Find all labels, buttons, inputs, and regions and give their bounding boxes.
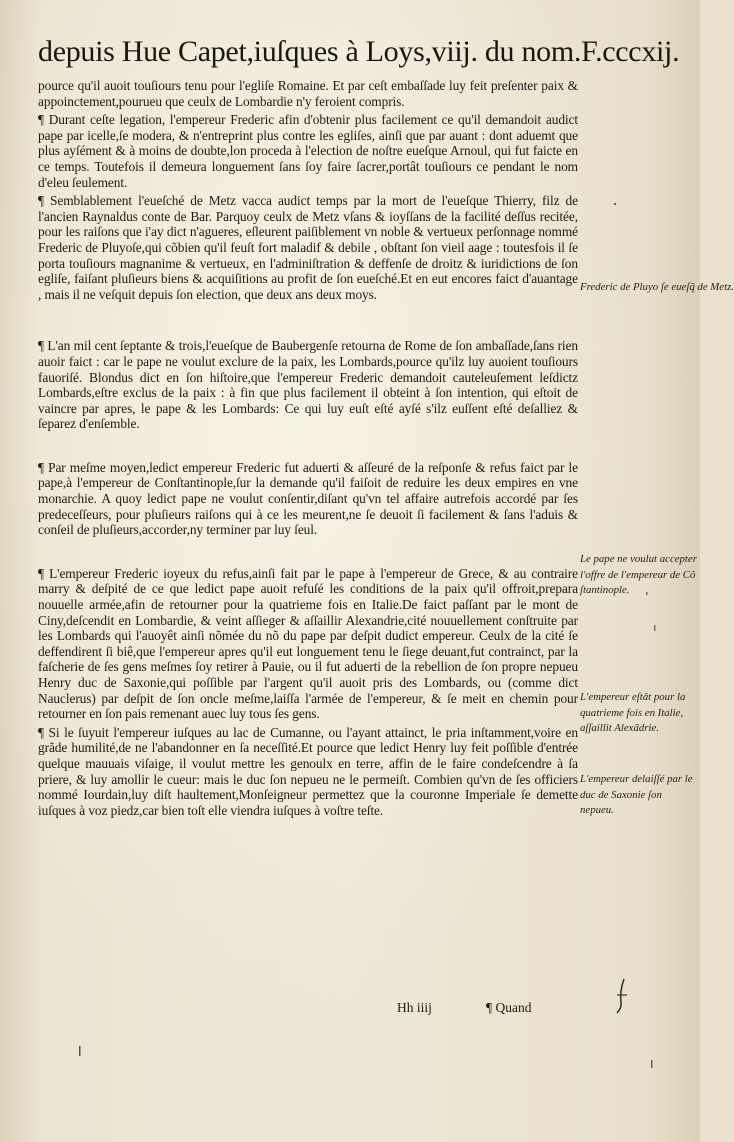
margin-note-1: Frederic de Pluyo ſe eueſq̃ de Metz. <box>580 281 734 293</box>
paragraph-2: ¶ Durant ceſte legation, l'empereur Frederic afin d'obtenir plus facilement ce qu'il demandoit audict pape par icelle,ſe modera, & n'entreprint plus contre les egliſes, ainſi que par auant : dont aduemt que plus ayſément & à moins de doubte,lon proceda à l'election de noſtre eueſque Arnoul, qui fut faicte en ce temps. Toutefois il demeura longuement ſans ſoy faire ſacrer,portât touſiours ce pendant le nom d'eleu ſeulement. <box>38 112 578 190</box>
paragraph-1: pource qu'il auoit touſiours tenu pour l'egliſe Romaine. Et par ceſt embaſſade luy feit preſenter paix & appoinctement,pourueu que ceulx de Lombardie n'y feroient compris. <box>38 78 578 109</box>
body-text <box>38 78 578 818</box>
ink-flourish-icon <box>612 975 632 1015</box>
catchword: ¶ Quand <box>486 1000 532 1015</box>
paragraph-6: ¶ L'empereur Frederic ioyeux du refus,ainſi fait par le pape à l'empereur de Grece, & au contraire marry & deſpité de ce que ledict pape auoit refuſé les conditions de la paix qu'il offroit,prepara nouuelle armée,afin de retourner pour la quatrieme fois en Italie.De faict paſſant par le mont de Ciny,deſcendit en Lombardie, & veint aſſieger & aſſaillir Alexandrie,cité nouuellement conſtruite par les Lombards qui l'auoyêt ainſi nõmée du nõ du pape par deſpit dudict empereur. Ceulx de la cité ſe deffendirent ſi biê,que l'empereur apres qu'il eut longuement tenu le ſiege deuant,fut contrainct, par la faſcherie de ſes gens meſmes ſoy retirer à Pauie, ou il fut aduerti de la rebellion de ſon propre nepueu Henry duc de Saxonie,qui poſſible par l'argent qu'il auoit pris des Lombards, ou (comme dict Nauclerus) par deſpit de ſon oncle meſme,laiſſa l'armée de l'empereur, & ſe meit en chemin pour retourner en ſon pais remenant auec luy tous ſes gens. <box>38 565 578 722</box>
paragraph-7: ¶ Si le ſuyuit l'empereur iuſques au lac de Cumanne, ou l'ayant attainct, le pria inſtamment,voire en grãde humilité,de ne l'abandonner en ſa neceſſité.Et pource que ledict Henry luy feit poſſible d'entrée quelque mauuais viſaige, il voulut mettre les genoulx en terre, affin de le faire condeſcendre à ſa priere, & luy amollir le cueur: mais le duc ſon nepueu ne le permeiſt. Combien qu'vn de ſes officiers nommé Iourdain,luy diſt haultement,Monſeigneur permettez que la couronne Imperiale ſe demette iuſques à voz piedz,car bien toſt elle viendra iuſques à voſtre teſte. <box>38 724 578 818</box>
margin-note-3: L'empereur eſtât pour la quatrieme fois en Italie, aſſaillit Alexãdrie. <box>580 691 686 735</box>
paragraph-3: ¶ Semblablement l'eueſché de Metz vacca audict temps par la mort de l'eueſque Thierry, filz de l'ancien Raynaldus conte de Bar. Parquoy ceulx de Metz vſans & ioyſſans de la facilité deſſus recitée, pour les raiſons que i'ay dict n'agueres, eſleurent paiſiblement vn noble & vertueux perſonnage nommé Frederic de Pluyoſe,qui cõbien qu'il feuſt fort maladif & debile , obſtant ſon vieil aage : toutesfois il ſe porta touſiours magnanime & vertueux, en l'adminiſtration & deffenſe de droitz & iuridictions de ſon egliſe, faiſant pluſieurs biens & acquiſitions au profit de ſon eueſché.Et en eut encores faict d'auantage , mais il ne veſquit depuis ſon election, que deux ans deux moys. <box>38 193 578 302</box>
paragraph-5: ¶ Par meſme moyen,ledict empereur Frederic fut aduerti & aſſeuré de la reſponſe & refus faict par le pape,à l'empereur de Conſtantinople,ſur la demande qu'il faiſoit de reduire les deux empires en vne monarchie. A quoy ledict pape ne voulut conſentir,diſant qu'vn tel affaire autrefois accordé par ſes predeceſſeurs, pour pluſieurs raiſons qui à ce les meurent,ne ſe deuoit ſi facilement & ſans l'aduis & conſeil de pluſieurs,accorder,ny terminer par luy ſeul. <box>38 459 578 538</box>
running-header: depuis Hue Capet,iuſques à Loys,viij. du nom.F.cccxij. <box>38 35 680 68</box>
margin-note-4: L'empereur delaiſſé par le duc de Saxonie ſon nepueu. <box>580 773 693 817</box>
margin-note-2: Le pape ne voulut accepter l'offre de l'empereur de Cõ ſtantinople. <box>580 553 697 597</box>
signature-mark: Hh iiij <box>397 1000 432 1015</box>
paragraph-4: ¶ L'an mil cent ſeptante & trois,l'eueſque de Baubergenſe retourna de Rome de ſon ambaſſade,ſans rien auoir faict : car le pape ne voulut exclure de la paix, les Lombards,pource qu'ilz luy auoient touſiours fauoriſé. Blondus dict en ſon hiſtoire,que l'empereur Frederic demandoit cauteleuſement leſdictz Lombards,eſtre exclus de la paix : à fin que plus facilement il obteint à ſon intention, qui eſtoit de vaincre par apres, le pape & les Lombards: Ce qui luy euſt eſté ayſé s'ilz euſſent eſté deſalliez & ſeparez d'enſemble. <box>38 338 578 432</box>
